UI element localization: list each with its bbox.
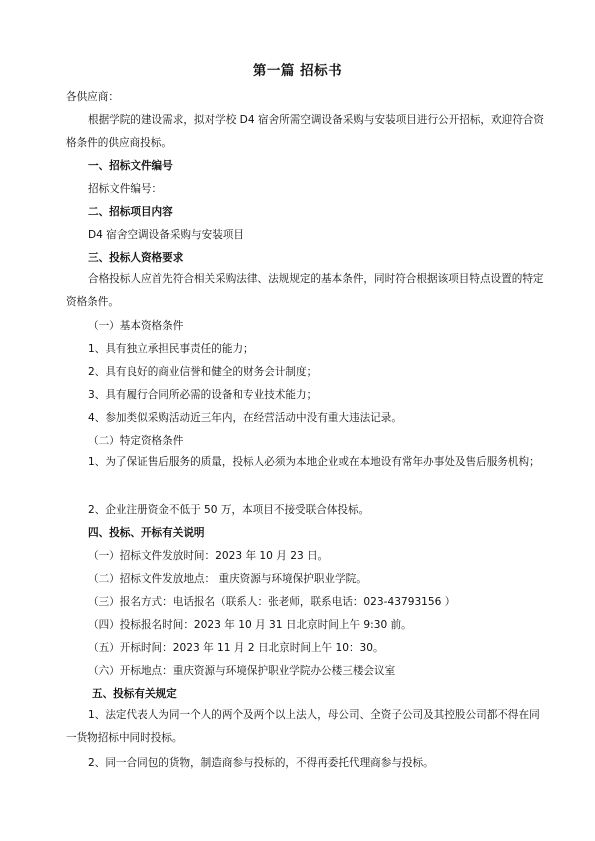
section-5-heading: 五、投标有关规定	[92, 688, 177, 700]
special-qualification-item: 2、企业注册资金不低于 50 万，本项目不接受联合体投标。	[88, 504, 370, 516]
section-2-heading: 二、招标项目内容	[88, 206, 173, 218]
salutation: 各供应商：	[66, 91, 119, 103]
bidding-info-item: （五）开标时间：2023 年 11 月 2 日北京时间上午 10：30。	[88, 642, 384, 654]
intro-paragraph: 根据学院的建设需求，拟对学校 D4 宿舍所需空调设备采购与安装项目进行公开招标，欢迎符合资格条件的供应商投标。	[66, 114, 544, 149]
basic-qualification-item: 2、具有良好的商业信誉和健全的财务会计制度；	[88, 366, 318, 378]
basic-qualification-item: 3、具有履行合同所必需的设备和专业技术能力；	[88, 389, 318, 401]
section-1-heading: 一、招标文件编号	[88, 160, 173, 172]
bidding-info-item: （三）报名方式：电话报名（联系人：张老师，联系电话：023-43793156 ）	[88, 596, 456, 608]
basic-qualification-heading: （一）基本资格条件	[88, 320, 184, 332]
bid-document-number: 招标文件编号：	[88, 183, 163, 195]
section-3-heading: 三、投标人资格要求	[88, 252, 184, 264]
basic-qualification-item: 1、具有独立承担民事责任的能力；	[88, 343, 254, 355]
section-4-heading: 四、投标、开标有关说明	[88, 527, 205, 539]
bidding-info-item: （四）投标报名时间：2023 年 10 月 31 日北京时间上午 9:30 前。	[88, 619, 412, 631]
qualification-intro: 合格投标人应首先符合相关采购法律、法规规定的基本条件，同时符合根据该项目特点设置的特定资格条件。	[66, 273, 544, 308]
project-content: D4 宿舍空调设备采购与安装项目	[88, 229, 244, 241]
special-qualification-item: 1、为了保证售后服务的质量，投标人必须为本地企业或在本地设有常年办事处及售后服务机构；	[88, 456, 540, 468]
bidding-info-item: （一）招标文件发放时间：2023 年 10 月 23 日。	[88, 550, 329, 562]
bidding-rule-item: 1、法定代表人为同一个人的两个及两个以上法人，母公司、全资子公司及其控股公司都不得在同一货物招标中同时投标。	[66, 709, 540, 744]
bidding-info-item: （六）开标地点：重庆资源与环境保护职业学院办公楼三楼会议室	[88, 665, 396, 677]
bidding-info-item: （二）招标文件发放地点： 重庆资源与环境保护职业学院。	[88, 573, 367, 585]
basic-qualification-item: 4、参加类似采购活动近三年内，在经营活动中没有重大违法记录。	[88, 412, 402, 424]
bidding-rule-item: 2、同一合同包的货物，制造商参与投标的，不得再委托代理商参与投标。	[88, 757, 434, 769]
page-title: 第一篇 招标书	[252, 63, 343, 79]
special-qualification-heading: （二）特定资格条件	[88, 435, 184, 447]
